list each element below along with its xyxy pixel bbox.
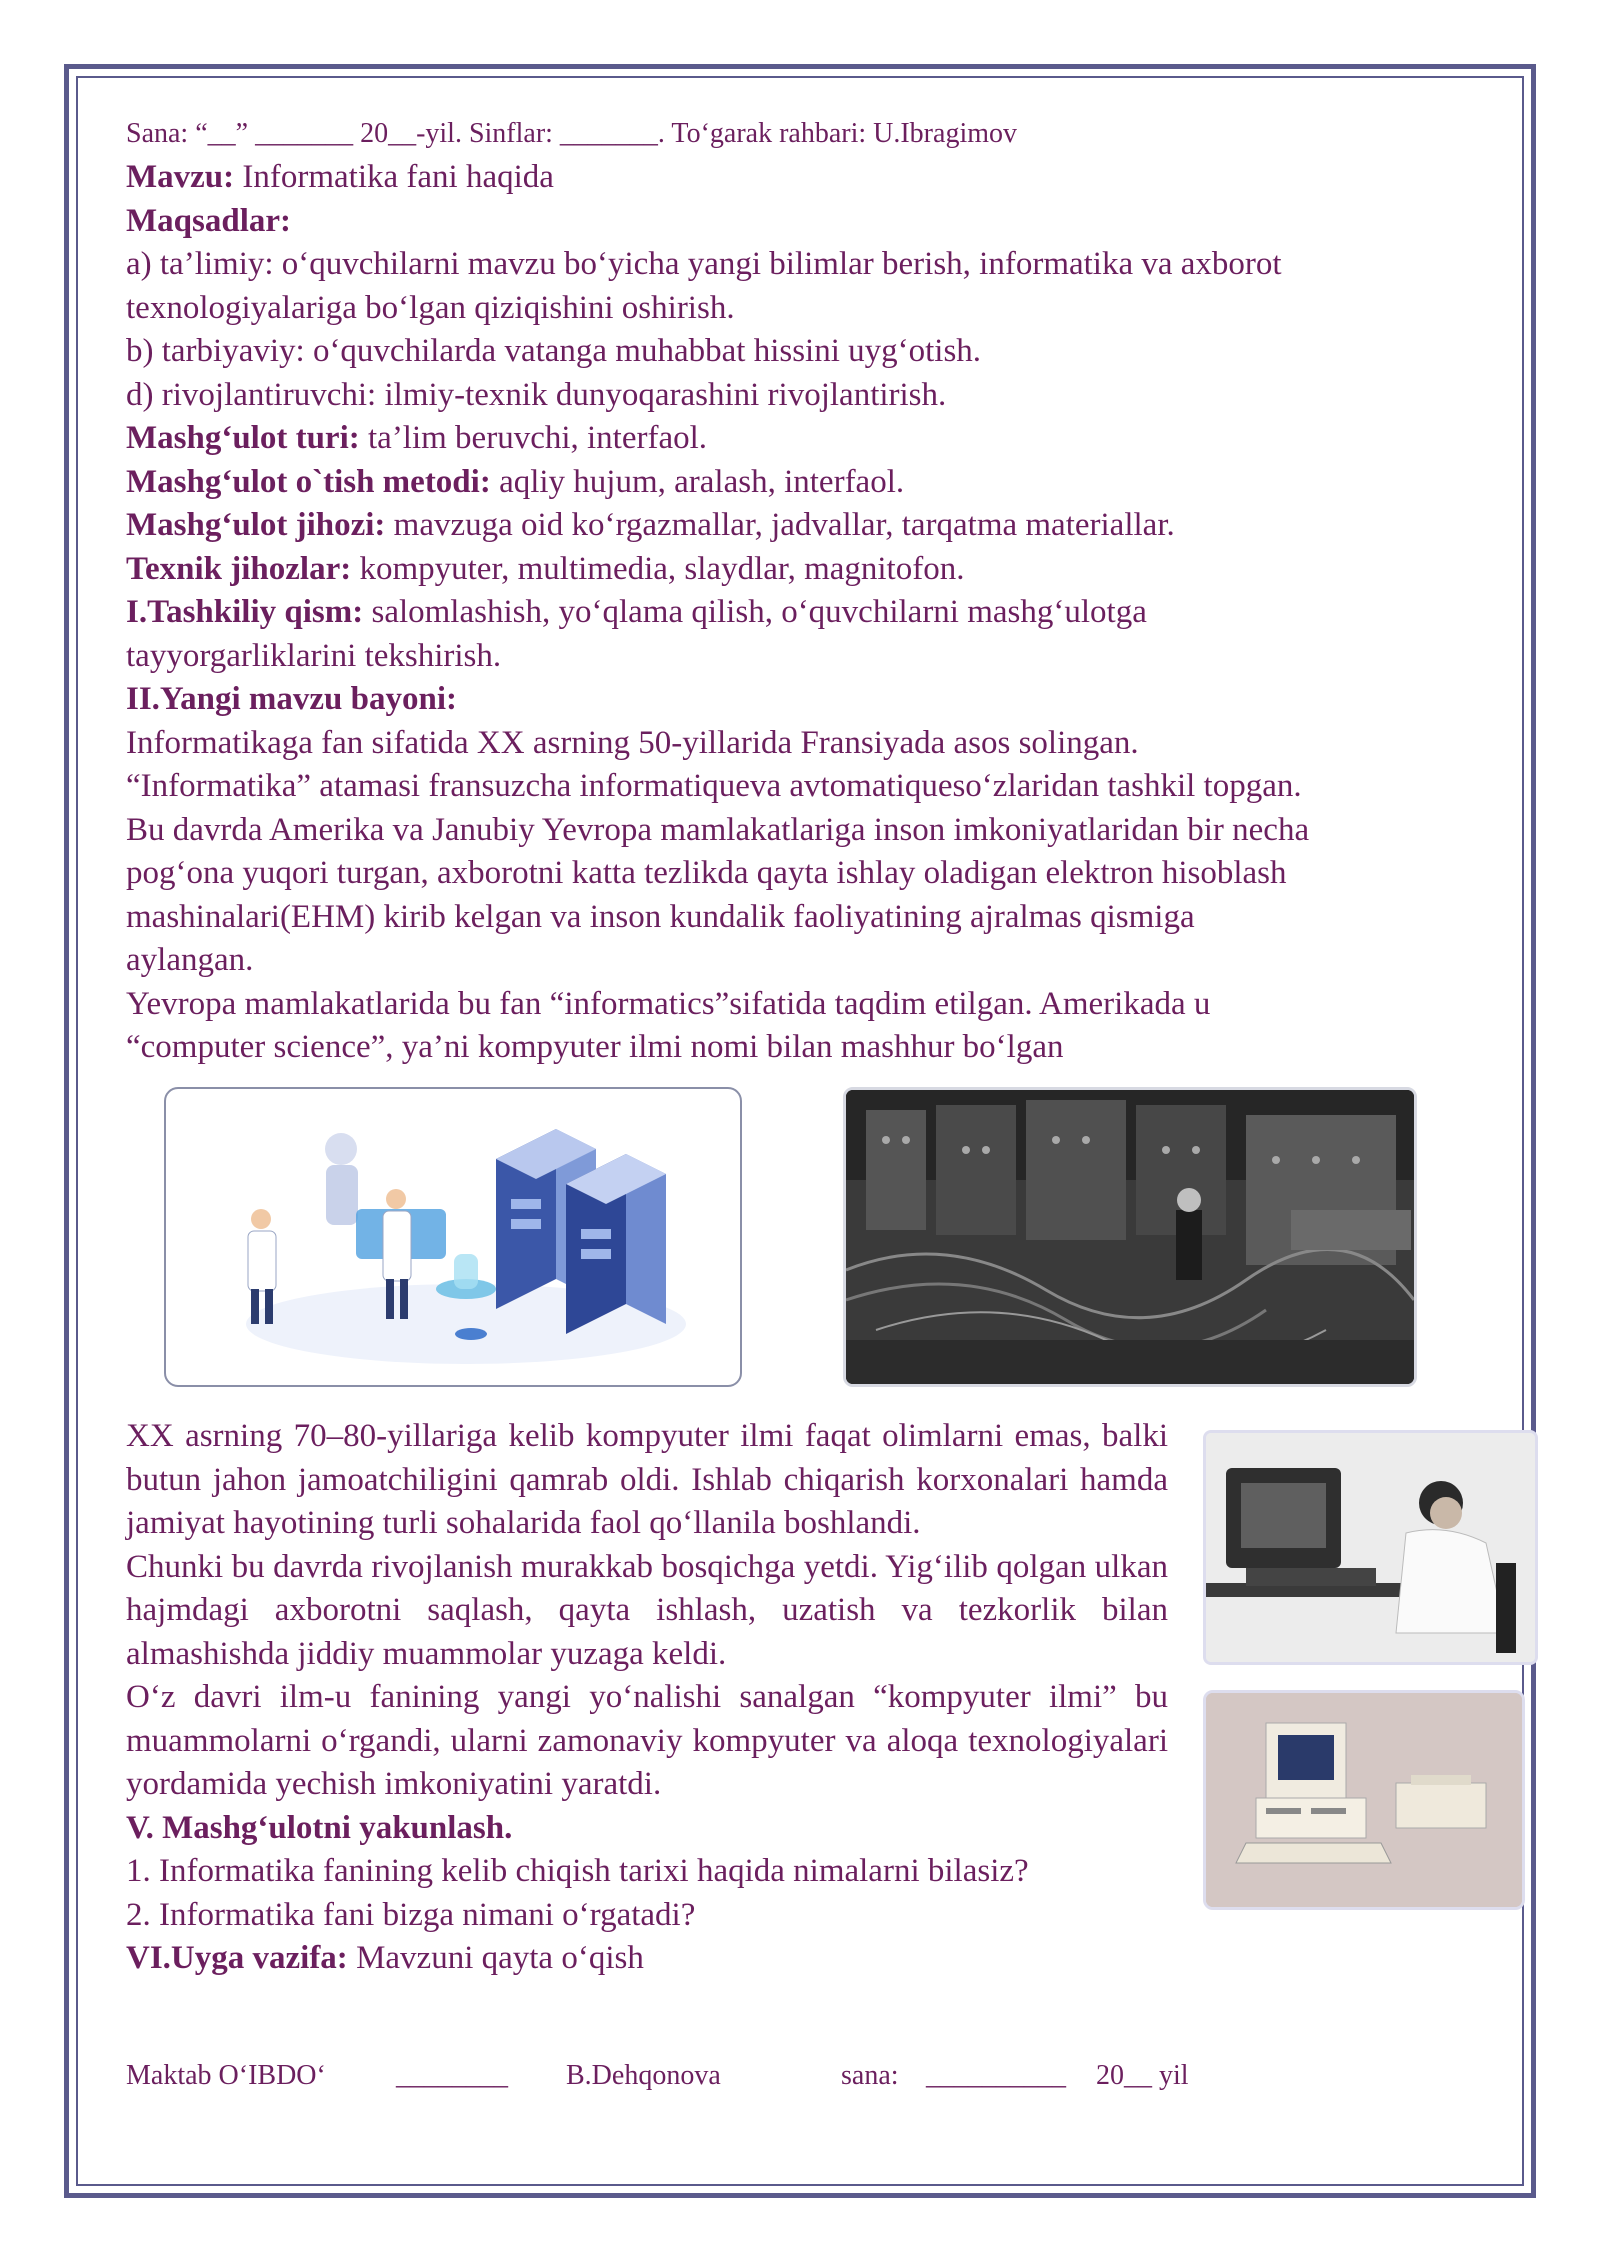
lesson-equipment xyxy=(126,504,1496,548)
new-topic-line3: Bu davrda Amerika va Janubiy Yevropa mamlakatlariga inson imkoniyatlaridan bir necha xyxy=(126,811,1310,848)
question-2: 2. Informatika fani bizga nimani o‘rgatadi? xyxy=(126,1896,696,1933)
footer-school: Maktab O‘IBDO‘ xyxy=(126,2060,326,2091)
new-topic-line7: Yevropa mamlakatlarida bu fan “informatics”sifatida taqdim etilgan. Amerikada u xyxy=(126,985,1211,1022)
lesson-method-label: Mashg‘ulot o`tish metodi: xyxy=(126,463,491,500)
conclusion-label: V. Mashg‘ulotni yakunlash. xyxy=(126,1809,513,1846)
historic-computer-photo xyxy=(843,1087,1417,1387)
footer-year: 20__ yil xyxy=(1096,2060,1189,2091)
lower-text-column xyxy=(126,1415,1168,1981)
lesson-type-text: ta’lim beruvchi, interfaol. xyxy=(359,420,708,456)
new-topic-line5: mashinalari(EHM) kirib kelgan va inson kundalik faoliyatining ajralmas qismiga xyxy=(126,898,1195,935)
organizational-part xyxy=(126,591,1496,635)
paragraph-development: Chunki bu davrda rivojlanish murakkab bosqichga yetdi. Yig‘ilib qolgan ulkan hajmdagi axborotni saqlash, qayta ishlash, uzatish va tezkorlik bilan almashishda jiddiy muammolar yuzaga keldi. xyxy=(126,1548,1168,1672)
footer-date-label: sana: xyxy=(841,2060,899,2091)
lesson-type-label: Mashg‘ulot turi: xyxy=(126,420,360,456)
technical-equipment-text: kompyuter, multimedia, slaydlar, magnitofon. xyxy=(351,550,965,587)
goal-a-line2: texnologiyalariga bo‘lgan qiziqishini oshirish. xyxy=(126,289,735,326)
new-topic-label: II.Yangi mavzu bayoni: xyxy=(126,681,457,717)
lesson-plan-body xyxy=(126,112,1496,1070)
organizational-part-label: I.Tashkiliy qism: xyxy=(126,594,364,630)
lesson-method-text: aqliy hujum, aralash, interfaol. xyxy=(490,463,905,500)
topic-line xyxy=(126,156,1496,200)
lesson-type xyxy=(126,417,1496,461)
organizational-part-line2: tayyorgarliklarini tekshirish. xyxy=(126,637,502,674)
new-topic-line6: aylangan. xyxy=(126,942,254,978)
goal-d: d) rivojlantiruvchi: ilmiy-texnik dunyoqarashini rivojlantirish. xyxy=(126,376,947,413)
scientists-servers-illustration xyxy=(164,1087,742,1387)
homework-label: VI.Uyga vazifa: xyxy=(126,1940,348,1976)
paragraph-70-80-years: XX asrning 70–80-yillariga kelib kompyuter ilmi faqat olimlarni emas, balki butun jahon jamoatchiligini qamrab oldi. Ishlab chiqarish korxonalari hamda jamiyat hayotining turli sohalarida faol qo‘llanila boshlandi. xyxy=(126,1418,1168,1541)
woman-at-terminal-photo xyxy=(1203,1430,1538,1665)
goal-a-line1: a) ta’limiy: o‘quvchilarni mavzu bo‘yicha yangi bilimlar berish, informatika va axborot xyxy=(126,246,1282,282)
vintage-pc-photo xyxy=(1203,1690,1525,1910)
topic-label: Mavzu: xyxy=(126,159,235,195)
new-topic-line8: “computer science”, ya’ni kompyuter ilmi nomi bilan mashhur bo‘lgan xyxy=(126,1029,1064,1065)
lesson-equipment-text: mavzuga oid ko‘rgazmallar, jadvallar, tarqatma materiallar. xyxy=(385,507,1175,543)
header-date-line: Sana: “__” _______ 20__-yil. Sinflar: _______. To‘garak rahbari: U.Ibragimov xyxy=(126,118,1017,149)
signature-footer xyxy=(126,2060,1189,2092)
technical-equipment-label: Texnik jihozlar: xyxy=(126,550,352,587)
new-topic-line1: Informatikaga fan sifatida XX asrning 50-yillarida Fransiyada asos solingan. xyxy=(126,724,1139,761)
technical-equipment xyxy=(126,548,1496,592)
new-topic-line4: pog‘ona yuqori turgan, axborotni katta tezlikda qayta ishlay oladigan elektron hisoblash xyxy=(126,855,1287,891)
goals-heading xyxy=(126,200,1496,244)
goal-b: b) tarbiyaviy: o‘quvchilarda vatanga muhabbat hissini uyg‘otish. xyxy=(126,333,982,369)
new-topic-line2: “Informatika” atamasi fransuzcha informatiqueva avtomatiqueso‘zlaridan tashkil topgan. xyxy=(126,768,1302,804)
question-1: 1. Informatika fanining kelib chiqish tarixi haqida nimalarni bilasiz? xyxy=(126,1853,1029,1889)
topic-text: Informatika fani haqida xyxy=(234,159,554,195)
footer-blank-1: ________ xyxy=(396,2060,508,2091)
paragraph-computer-science: O‘z davri ilm-u fanining yangi yo‘nalishi sanalgan “kompyuter ilmi” bu muammolarni o‘rgandi, ularni zamonaviy kompyuter va aloqa texnologiyalari yordamida yechish imkoniyatini yaratdi. xyxy=(126,1679,1168,1802)
conclusion-heading xyxy=(126,1807,1168,1851)
lesson-method xyxy=(126,461,1496,505)
goals-label: Maqsadlar: xyxy=(126,202,291,239)
footer-blank-2: __________ xyxy=(926,2060,1066,2091)
homework-line xyxy=(126,1937,1168,1981)
footer-name: B.Dehqonova xyxy=(566,2060,721,2091)
homework-text: Mavzuni qayta o‘qish xyxy=(347,1940,644,1976)
organizational-part-text: salomlashish, yo‘qlama qilish, o‘quvchilarni mashg‘ulotga xyxy=(363,594,1147,630)
new-topic-heading xyxy=(126,678,1496,722)
lesson-equipment-label: Mashg‘ulot jihozi: xyxy=(126,507,386,543)
